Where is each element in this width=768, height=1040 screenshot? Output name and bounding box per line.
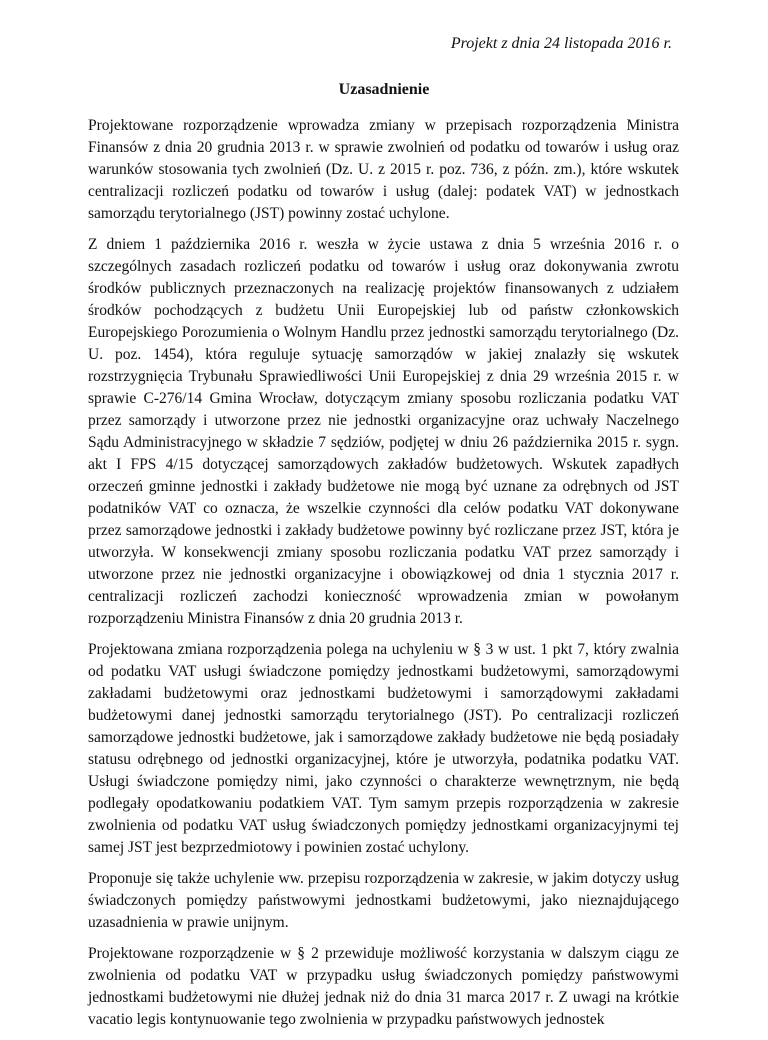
paragraph-3: Projektowana zmiana rozporządzenia polega na uchyleniu w § 3 w ust. 1 pkt 7, który zwalnia od podatku VAT usługi świadczone pomiędzy jednostkami budżetowymi, samorządowymi zakładami budżetowymi oraz jednostkami budżetowymi i samorządowymi zakładami budżetowymi danej jednostki samorządu terytorialnego (JST). Po centralizacji rozliczeń samorządowe jednostki budżetowe, jak i samorządowe zakłady budżetowe nie będą posiadały statusu odrębnego od jednostki organizacyjnej, które je utworzyła, podatnika podatku VAT. Usługi świadczone pomiędzy nimi, jako czynności o charakterze wewnętrznym, nie będą podlegały opodatkowaniu podatkiem VAT. Tym samym przepis rozporządzenia w zakresie zwolnienia od podatku VAT usług świadczonych pomiędzy jednostkami organizacyjnymi tej samej JST jest bezprzedmiotowy i powinien zostać uchylony.	[88, 641, 679, 856]
project-date-note: Projekt z dnia 24 listopada 2016 r.	[450, 35, 672, 52]
paragraph-2: Z dniem 1 października 2016 r. weszła w życie ustawa z dnia 5 września 2016 r. o szczególnych zasadach rozliczeń podatku od towarów i usług oraz dokonywania zwrotu środków publicznych przeznaczonych na realizację projektów finansowanych z udziałem środków pochodzących z budżetu Unii Europejskiej lub od państw członkowskich Europejskiego Porozumienia o Wolnym Handlu przez jednostki samorządu terytorialnego (Dz. U. poz. 1454), która reguluje sytuację samorządów w jakiej znalazły się wskutek rozstrzygnięcia Trybunału Sprawiedliwości Unii Europejskiej z dnia 29 września 2015 r. w sprawie C-276/14 Gmina Wrocław, dotyczącym zmiany sposobu rozliczania podatku VAT przez samorządy i utworzone przez nie jednostki organizacyjne oraz uchwały Naczelnego Sądu Administracyjnego w składzie 7 sędziów, podjętej w dniu 26 października 2015 r. sygn. akt I FPS 4/15 dotyczącej samorządowych zakładów budżetowych. Wskutek zapadłych orzeczeń gminne jednostki i zakłady budżetowe nie mogą być uznane za odrębnych od JST podatników VAT co oznacza, że wszelkie czynności dla celów podatku VAT dokonywane przez samorządowe jednostki i zakłady budżetowe powinny być rozliczane przez JST, która je utworzyła. W konsekwencji zmiany sposobu rozliczania podatku VAT przez samorządy i utworzone przez nie jednostki organizacyjne i obowiązkowej od dnia 1 stycznia 2017 r. centralizacji rozliczeń zachodzi konieczność wprowadzenia zmian w powołanym rozporządzeniu Ministra Finansów z dnia 20 grudnia 2013 r.	[88, 236, 679, 627]
document-title: Uzasadnienie	[338, 81, 430, 98]
paragraph-4: Proponuje się także uchylenie ww. przepisu rozporządzenia w zakresie, w jakim dotyczy usług świadczonych pomiędzy państwowymi jednostkami budżetowymi, jako nieznajdującego uzasadnienia w prawie unijnym.	[88, 870, 679, 931]
paragraph-1: Projektowane rozporządzenie wprowadza zmiany w przepisach rozporządzenia Ministra Finansów z dnia 20 grudnia 2013 r. w sprawie zwolnień od podatku od towarów i usług oraz warunków stosowania tych zwolnień (Dz. U. z 2015 r. poz. 736, z późn. zm.), które wskutek centralizacji rozliczeń podatku od towarów i usług (dalej: podatek VAT) w jednostkach samorządu terytorialnego (JST) powinny zostać uchylone.	[88, 117, 679, 222]
document-body	[88, 115, 679, 1040]
paragraph-5: Projektowane rozporządzenie w § 2 przewiduje możliwość korzystania w dalszym ciągu ze zwolnienia od podatku VAT w przypadku usług świadczonych pomiędzy państwowymi jednostkami budżetowymi nie dłużej jednak niż do dnia 31 marca 2017 r. Z uwagi na krótkie vacatio legis kontynuowanie tego zwolnienia w przypadku państwowych jednostek	[88, 945, 679, 1028]
